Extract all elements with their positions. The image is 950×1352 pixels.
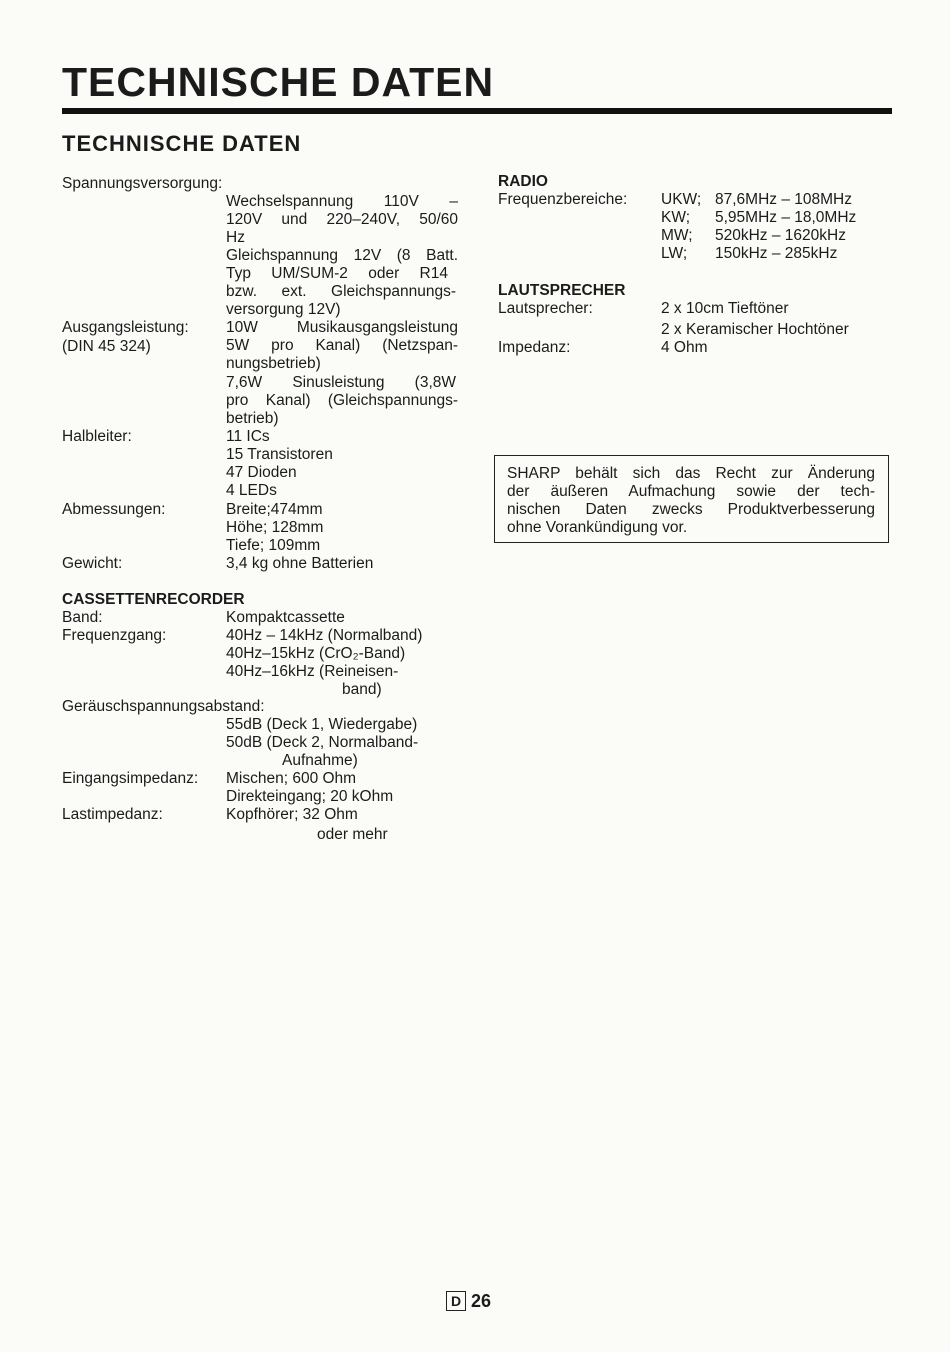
band-kw: KW; — [661, 209, 690, 226]
output-line-4: 7,6W Sinusleistung (3,8W — [226, 374, 456, 391]
power-line-6: bzw. ext. Gleichspannungs- — [226, 283, 456, 300]
output-line-6: betrieb) — [226, 410, 279, 427]
cassette-heading: CASSETTENRECORDER — [62, 591, 245, 608]
output-line-2: 5W pro Kanal) (Netzspan- — [226, 337, 458, 354]
impedance-value: 4 Ohm — [661, 339, 708, 356]
semiconductors-line-4: 4 LEDs — [226, 482, 277, 499]
output-line-1: 10W Musikausgangsleistung — [226, 319, 458, 336]
freq-metal-cont: band) — [342, 681, 382, 698]
power-line-1: Wechselspannung 110V – — [226, 193, 458, 210]
notice-line-3: nischen Daten zwecks Produktverbesserung — [507, 501, 875, 518]
speaker-heading: LAUTSPRECHER — [498, 282, 626, 299]
power-supply-label: Spannungsversorgung: — [62, 175, 223, 192]
semiconductors-label: Halbleiter: — [62, 428, 132, 445]
freq-metal: 40Hz–16kHz (Reineisen- — [226, 663, 399, 680]
output-power-label: Ausgangsleistung: — [62, 319, 189, 336]
notice-line-2: der äußeren Aufmachung sowie der tech- — [507, 483, 875, 500]
load-impedance-label: Lastimpedanz: — [62, 806, 163, 823]
snr-deck-2-cont: Aufnahme) — [282, 752, 358, 769]
snr-label: Geräuschspannungsabstand: — [62, 698, 265, 715]
band-lw: LW; — [661, 245, 688, 262]
band-label: Band: — [62, 609, 103, 626]
input-impedance-label: Eingangsimpedanz: — [62, 770, 199, 787]
output-line-5: pro Kanal) (Gleichspannungs- — [226, 392, 458, 409]
speaker-label: Lautsprecher: — [498, 300, 593, 317]
notice-line-4: ohne Vorankündigung vor. — [507, 519, 688, 536]
band-value: Kompaktcassette — [226, 609, 345, 626]
section-title: TECHNISCHE DATEN — [62, 131, 302, 156]
dimensions-height: Höhe; 128mm — [226, 519, 324, 536]
notice-line-1: SHARP behält sich das Recht zur Änderung — [507, 465, 875, 482]
band-mw: MW; — [661, 227, 693, 244]
weight-value: 3,4 kg ohne Batterien — [226, 555, 374, 572]
band-mw-range: 520kHz – 1620kHz — [715, 227, 846, 244]
output-line-3: nungsbetrieb) — [226, 355, 321, 372]
snr-deck-1: 55dB (Deck 1, Wiedergabe) — [226, 716, 418, 733]
speaker-tweeter: 2 x Keramischer Hochtöner — [661, 321, 849, 338]
weight-label: Gewicht: — [62, 555, 123, 572]
power-line-5: Typ UM/SUM-2 oder R14 — [226, 265, 448, 282]
load-headphones-cont: oder mehr — [317, 826, 388, 843]
output-power-norm: (DIN 45 324) — [62, 338, 151, 355]
impedance-label: Impedanz: — [498, 339, 571, 356]
power-line-3: Hz — [226, 229, 245, 246]
frequency-response-label: Frequenzgang: — [62, 627, 167, 644]
input-direct: Direkteingang; 20 kOhm — [226, 788, 394, 805]
semiconductors-line-3: 47 Dioden — [226, 464, 297, 481]
semiconductors-line-2: 15 Transistoren — [226, 446, 333, 463]
power-line-4: Gleichspannung 12V (8 Batt. — [226, 247, 458, 264]
page-footer — [446, 1290, 491, 1312]
speaker-woofer: 2 x 10cm Tieftöner — [661, 300, 789, 317]
freq-cro2: 40Hz–15kHz (CrO₂-Band) — [226, 645, 406, 662]
page-title: TECHNISCHE DATEN — [62, 59, 495, 105]
load-headphones: Kopfhörer; 32 Ohm — [226, 806, 358, 823]
input-mix: Mischen; 600 Ohm — [226, 770, 357, 787]
radio-heading: RADIO — [498, 173, 548, 190]
dimensions-depth: Tiefe; 109mm — [226, 537, 321, 554]
band-ukw: UKW; — [661, 191, 702, 208]
frequency-ranges-label: Frequenzbereiche: — [498, 191, 628, 208]
power-line-2: 120V und 220–240V, 50/60 — [226, 211, 458, 228]
band-ukw-range: 87,6MHz – 108MHz — [715, 191, 852, 208]
freq-normal: 40Hz – 14kHz (Normalband) — [226, 627, 423, 644]
dimensions-label: Abmessungen: — [62, 501, 166, 518]
band-kw-range: 5,95MHz – 18,0MHz — [715, 209, 857, 226]
band-lw-range: 150kHz – 285kHz — [715, 245, 838, 262]
page-number: 26 — [471, 1291, 492, 1311]
title-rule — [62, 108, 892, 114]
power-line-7: versorgung 12V) — [226, 301, 341, 318]
language-badge: D — [446, 1291, 466, 1311]
semiconductors-line-1: 11 ICs — [226, 428, 270, 445]
dimensions-width: Breite;474mm — [226, 501, 323, 518]
snr-deck-2: 50dB (Deck 2, Normalband- — [226, 734, 419, 751]
